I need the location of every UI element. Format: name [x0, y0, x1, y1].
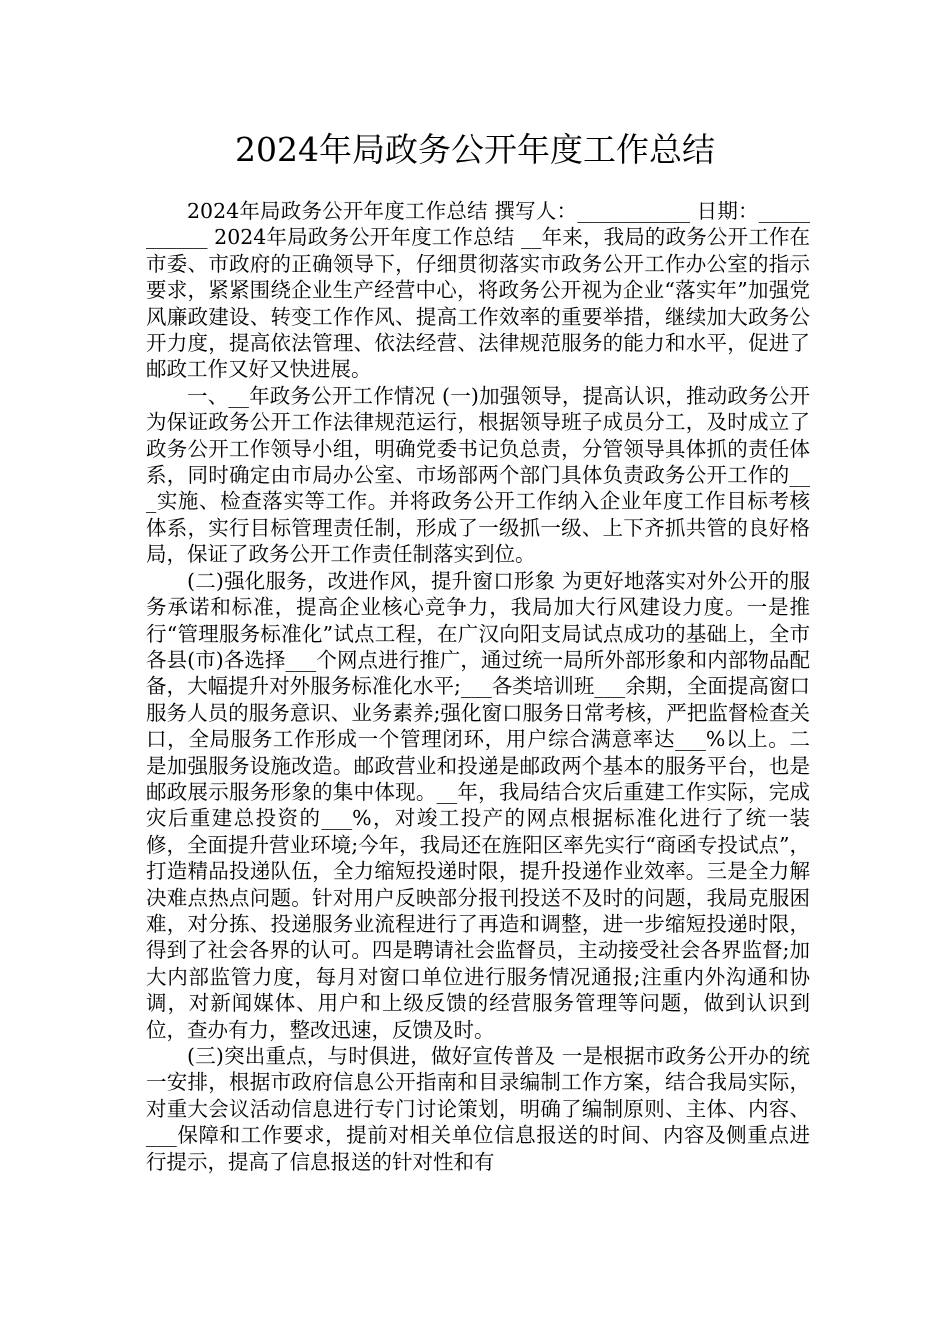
paragraph-section-one: 一、__年政务公开工作情况 (一)加强领导，提高认识，推动政务公开 为保证政务公开工作法律规范运行，根据领导班子成员分工，及时成立了政务公开工作领导小组，明确党委书记负总责，分管领导具体抓的责任体系，同时确定由市局办公室、市场部两个部门具体负责政务公开工作的___实施、检查落实等工作。并将政务公开工作纳入企业年度工作目标考核体系，实行目标管理责任制，形成了一级抓一级、上下齐抓共管的良好格局，保证了政务公开工作责任制落实到位。: [146, 383, 810, 567]
paragraph-section-three: (三)突出重点，与时俱进，做好宣传普及 一是根据市政务公开办的统一安排，根据市政府信息公开指南和目录编制工作方案，结合我局实际，对重大会议活动信息进行专门讨论策划，明确了编制原则、主体、内容、___保障和工作要求，提前对相关单位信息报送的时间、内容及侧重点进行提示，提高了信息报送的针对性和有: [146, 1044, 810, 1174]
paragraph-section-two: (二)强化服务，改进作风，提升窗口形象 为更好地落实对外公开的服务承诺和标准，提高企业核心竞争力，我局加大行风建设力度。一是推行“管理服务标准化”试点工程，在广汉向阳支局试点成功的基础上，全市各县(市)各选择___个网点进行推广，通过统一局所外部形象和内部物品配备，大幅提升对外服务标准化水平;___各类培训班___余期，全面提高窗口服务人员的服务意识、业务素养;强化窗口服务日常考核，严把监督检查关口，全局服务工作形成一个管理闭环，用户综合满意率达___%以上。二是加强服务设施改造。邮政营业和投递是邮政两个基本的服务平台，也是邮政展示服务形象的集中体现。__年，我局结合灾后重建工作实际，完成灾后重建总投资的___%，对竣工投产的网点根据标准化进行了统一装修，全面提升营业环境;今年，我局还在旌阳区率先实行“商函专投试点”，打造精品投递队伍，全力缩短投递时限，提升投递作业效率。三是全力解决难点热点问题。针对用户反映部分报刊投送不及时的问题，我局克服困难，对分拣、投递服务业流程进行了再造和调整，进一步缩短投递时限，得到了社会各界的认可。四是聘请社会监督员，主动接受社会各界监督;加大内部监管力度，每月对窗口单位进行服务情况通报;注重内外沟通和协调，对新闻媒体、用户和上级反馈的经营服务管理等问题，做到认识到位，查办有力，整改迅速，反馈及时。: [146, 568, 810, 1042]
document-title: 2024年局政务公开年度工作总结: [235, 130, 715, 169]
document-body: [146, 198, 810, 1175]
paragraph-intro: 2024年局政务公开年度工作总结 撰写人：___________ 日期：___________ 2024年局政务公开年度工作总结 __年来，我局的政务公开工作在市委、市政府的正确领导下，仔细贯彻落实市政务公开工作办公室的指示要求，紧紧围绕企业生产经营中心，将政务公开视为企业“落实年”加强党风廉政建设、转变工作作风、提高工作效率的重要举措，继续加大政务公开力度，提高依法管理、依法经营、法律规范服务的能力和水平，促进了邮政工作又好又快进展。: [146, 199, 810, 382]
